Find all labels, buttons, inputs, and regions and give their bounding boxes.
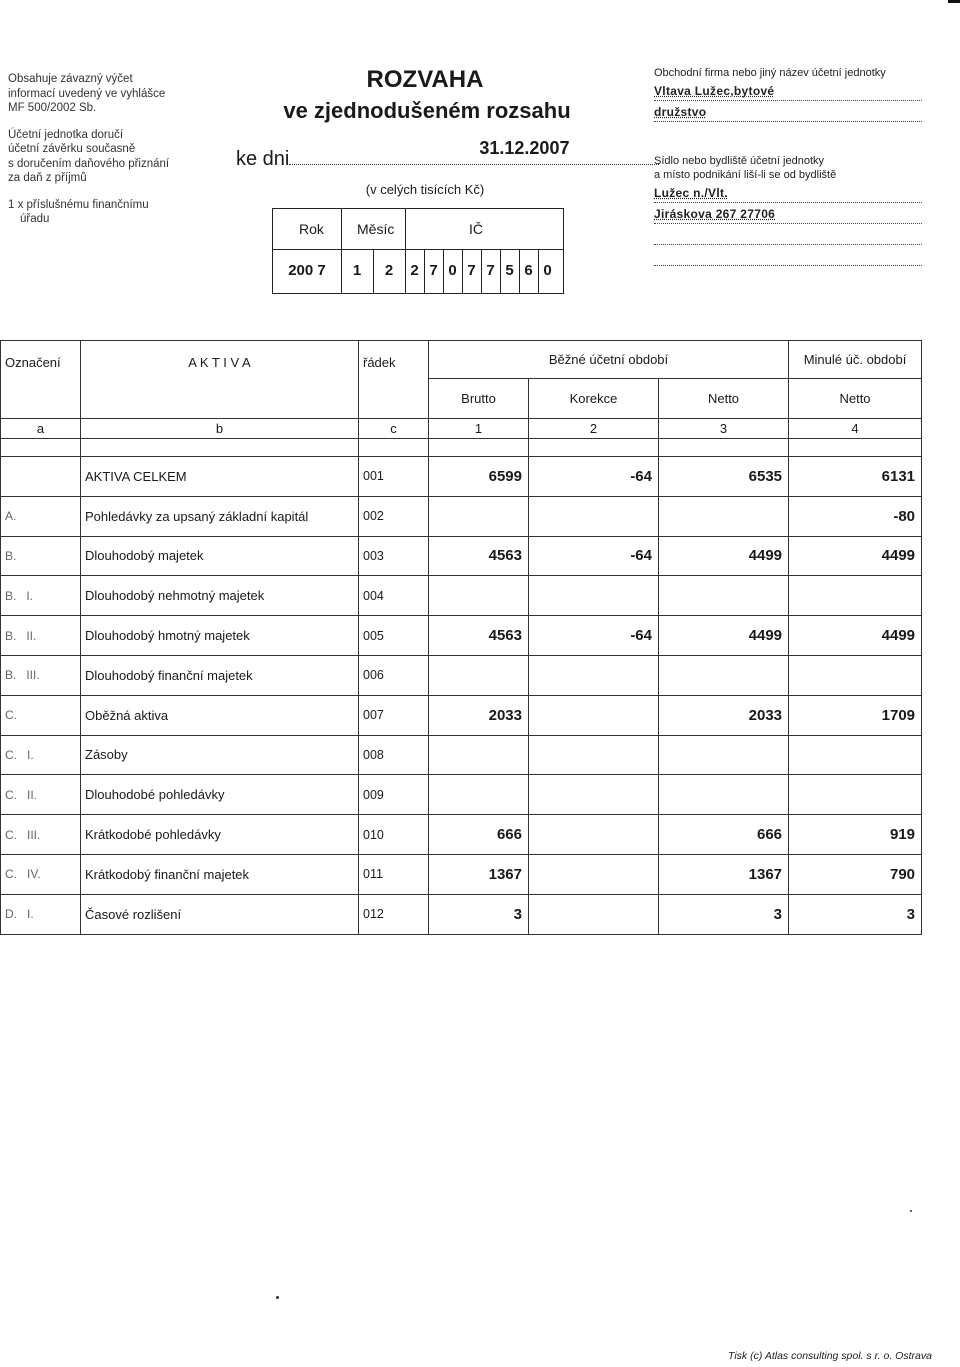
row-name: Zásoby bbox=[81, 735, 359, 775]
row-netto: 6535 bbox=[659, 457, 789, 497]
print-credit: Tisk (c) Atlas consulting spol. s r. o. Ostrava bbox=[728, 1350, 932, 1362]
row-oznaceni bbox=[1, 457, 81, 497]
note-informace: Obsahuje závazný výčet informací uvedený ve vyhlášce MF 500/2002 Sb. bbox=[8, 73, 166, 114]
row-korekce: -64 bbox=[529, 616, 659, 656]
row-name: Oběžná aktiva bbox=[81, 695, 359, 735]
ic-digit: 7 bbox=[429, 262, 438, 279]
row-brutto bbox=[429, 496, 529, 536]
row-brutto: 3 bbox=[429, 894, 529, 934]
mesic-digit: 1 bbox=[352, 262, 362, 279]
row-netto bbox=[659, 735, 789, 775]
units-note: (v celých tisících Kč) bbox=[365, 182, 485, 197]
row-netto-prev: -80 bbox=[789, 496, 922, 536]
row-korekce bbox=[529, 854, 659, 894]
date-line bbox=[236, 138, 659, 171]
row-brutto: 2033 bbox=[429, 695, 529, 735]
report-date: 31.12.2007 bbox=[479, 138, 570, 158]
row-oznaceni: B. III. bbox=[1, 655, 81, 695]
row-korekce bbox=[529, 655, 659, 695]
row-radek: 009 bbox=[359, 775, 429, 815]
row-netto: 2033 bbox=[659, 695, 789, 735]
row-brutto: 4563 bbox=[429, 536, 529, 576]
col-number: 3 bbox=[659, 419, 789, 439]
entity-seat-line3 bbox=[654, 224, 922, 245]
header-korekce: Korekce bbox=[529, 379, 659, 419]
row-korekce bbox=[529, 894, 659, 934]
col-number: 2 bbox=[529, 419, 659, 439]
row-netto-prev: 790 bbox=[789, 854, 922, 894]
entity-name-label: Obchodní firma nebo jiný název účetní jednotky bbox=[654, 67, 886, 79]
row-netto-prev: 4499 bbox=[789, 616, 922, 656]
ke-dni-label: ke dni bbox=[236, 148, 290, 170]
ic-label: IČ bbox=[469, 221, 483, 237]
row-oznaceni: A. bbox=[1, 496, 81, 536]
row-korekce bbox=[529, 735, 659, 775]
header-netto-prev: Netto bbox=[789, 379, 922, 419]
header-netto: Netto bbox=[659, 379, 789, 419]
row-radek: 010 bbox=[359, 815, 429, 855]
row-netto-prev: 4499 bbox=[789, 536, 922, 576]
table-row bbox=[1, 854, 922, 894]
row-radek: 002 bbox=[359, 496, 429, 536]
row-oznaceni: B. bbox=[1, 536, 81, 576]
row-oznaceni: C. bbox=[1, 695, 81, 735]
rok-label: Rok bbox=[299, 221, 324, 237]
col-letter: c bbox=[359, 419, 429, 439]
row-korekce: -64 bbox=[529, 457, 659, 497]
rok-value: 200 7 bbox=[288, 262, 326, 279]
row-oznaceni: D. I. bbox=[1, 894, 81, 934]
row-oznaceni: B. I. bbox=[1, 576, 81, 616]
row-radek: 007 bbox=[359, 695, 429, 735]
entity-info bbox=[654, 66, 922, 266]
table-letter-row bbox=[1, 419, 922, 439]
row-netto-prev bbox=[789, 655, 922, 695]
row-name: Dlouhodobý finanční majetek bbox=[81, 655, 359, 695]
table-row bbox=[1, 775, 922, 815]
aktiva-table bbox=[0, 340, 922, 935]
table-row bbox=[1, 536, 922, 576]
row-korekce bbox=[529, 695, 659, 735]
row-name: Dlouhodobý hmotný majetek bbox=[81, 616, 359, 656]
row-netto: 4499 bbox=[659, 616, 789, 656]
row-oznaceni: C. IV. bbox=[1, 854, 81, 894]
page-subtitle: ve zjednodušeném rozsahu bbox=[283, 98, 571, 123]
ic-digit: 7 bbox=[486, 262, 495, 279]
row-radek: 005 bbox=[359, 616, 429, 656]
ic-digit: 7 bbox=[467, 262, 476, 279]
row-oznaceni: B. II. bbox=[1, 616, 81, 656]
note-urad: 1 x příslušnému finančnímu úřadu bbox=[8, 198, 149, 225]
row-netto: 3 bbox=[659, 894, 789, 934]
table-row bbox=[1, 735, 922, 775]
row-name: Dlouhodobé pohledávky bbox=[81, 775, 359, 815]
entity-seat-line4 bbox=[654, 245, 922, 266]
date-dotted-field bbox=[289, 138, 659, 165]
row-name: Časové rozlišení bbox=[81, 894, 359, 934]
ic-digit: 5 bbox=[505, 262, 514, 279]
ic-digit: 6 bbox=[524, 262, 533, 279]
scan-speck bbox=[910, 1210, 912, 1212]
row-radek: 008 bbox=[359, 735, 429, 775]
ic-digit: 0 bbox=[448, 262, 457, 279]
table-row bbox=[1, 815, 922, 855]
note-doruceni: Účetní jednotka doručí účetní závěrku současně s doručením daňového přiznání za daň z příjmů bbox=[8, 128, 170, 184]
row-brutto: 4563 bbox=[429, 616, 529, 656]
header-minule-obdobi: Minulé úč. období bbox=[789, 341, 922, 379]
table-row bbox=[1, 655, 922, 695]
row-brutto bbox=[429, 735, 529, 775]
row-korekce bbox=[529, 576, 659, 616]
col-letter: b bbox=[81, 419, 359, 439]
col-number: 4 bbox=[789, 419, 922, 439]
row-radek: 012 bbox=[359, 894, 429, 934]
row-oznaceni: C. I. bbox=[1, 735, 81, 775]
row-brutto: 6599 bbox=[429, 457, 529, 497]
row-oznaceni: C. III. bbox=[1, 815, 81, 855]
col-letter: a bbox=[1, 419, 81, 439]
row-radek: 003 bbox=[359, 536, 429, 576]
row-netto-prev: 1709 bbox=[789, 695, 922, 735]
header-brutto: Brutto bbox=[429, 379, 529, 419]
row-brutto: 1367 bbox=[429, 854, 529, 894]
row-netto-prev: 6131 bbox=[789, 457, 922, 497]
row-netto-prev: 919 bbox=[789, 815, 922, 855]
row-radek: 006 bbox=[359, 655, 429, 695]
row-netto bbox=[659, 496, 789, 536]
row-netto-prev bbox=[789, 775, 922, 815]
scan-speck bbox=[276, 1296, 279, 1299]
table-row bbox=[1, 457, 922, 497]
table-row bbox=[1, 496, 922, 536]
header-oznaceni: Označení bbox=[1, 341, 81, 419]
table-row bbox=[1, 616, 922, 656]
row-name: Dlouhodobý nehmotný majetek bbox=[81, 576, 359, 616]
scan-mark bbox=[948, 0, 960, 3]
row-netto-prev: 3 bbox=[789, 894, 922, 934]
table-row bbox=[1, 695, 922, 735]
row-name: Krátkodobý finanční majetek bbox=[81, 854, 359, 894]
row-netto-prev bbox=[789, 576, 922, 616]
ic-digit: 2 bbox=[410, 262, 419, 279]
header-radek: řádek bbox=[359, 341, 429, 419]
row-netto bbox=[659, 655, 789, 695]
row-brutto bbox=[429, 775, 529, 815]
left-notes bbox=[8, 72, 198, 239]
row-name: Krátkodobé pohledávky bbox=[81, 815, 359, 855]
row-radek: 011 bbox=[359, 854, 429, 894]
id-box bbox=[272, 208, 564, 294]
row-netto bbox=[659, 775, 789, 815]
row-netto bbox=[659, 576, 789, 616]
entity-name-line2: družstvo bbox=[654, 101, 922, 122]
row-brutto bbox=[429, 576, 529, 616]
row-netto: 1367 bbox=[659, 854, 789, 894]
header-bezne-obdobi: Běžné účetní období bbox=[429, 341, 789, 379]
row-name: Dlouhodobý majetek bbox=[81, 536, 359, 576]
ic-digit: 0 bbox=[543, 262, 552, 279]
row-radek: 004 bbox=[359, 576, 429, 616]
row-brutto bbox=[429, 655, 529, 695]
table-row bbox=[1, 894, 922, 934]
entity-seat-line2: Jiráskova 267 27706 bbox=[654, 203, 922, 224]
row-korekce bbox=[529, 496, 659, 536]
page-title: ROZVAHA bbox=[366, 66, 484, 93]
entity-seat-label2: a místo podnikání liší-li se od bydliště bbox=[654, 169, 837, 181]
table-header-row bbox=[1, 341, 922, 379]
row-netto: 4499 bbox=[659, 536, 789, 576]
table-row bbox=[1, 576, 922, 616]
row-korekce bbox=[529, 815, 659, 855]
row-netto: 666 bbox=[659, 815, 789, 855]
header-aktiva: A K T I V A bbox=[81, 341, 359, 419]
entity-seat-line1: Lužec n./Vlt. bbox=[654, 182, 922, 203]
mesic-label: Měsíc bbox=[357, 221, 395, 237]
row-korekce bbox=[529, 775, 659, 815]
table-spacer-row bbox=[1, 439, 922, 457]
col-number: 1 bbox=[429, 419, 529, 439]
row-name: Pohledávky za upsaný základní kapitál bbox=[81, 496, 359, 536]
row-brutto: 666 bbox=[429, 815, 529, 855]
row-oznaceni: C. II. bbox=[1, 775, 81, 815]
row-name: AKTIVA CELKEM bbox=[81, 457, 359, 497]
entity-name-line1: Vltava Lužec,bytové bbox=[654, 80, 922, 101]
mesic-digit: 2 bbox=[384, 262, 394, 279]
row-netto-prev bbox=[789, 735, 922, 775]
entity-seat-label: Sídlo nebo bydliště účetní jednotky bbox=[654, 155, 825, 167]
table-body bbox=[1, 457, 922, 935]
row-radek: 001 bbox=[359, 457, 429, 497]
row-korekce: -64 bbox=[529, 536, 659, 576]
